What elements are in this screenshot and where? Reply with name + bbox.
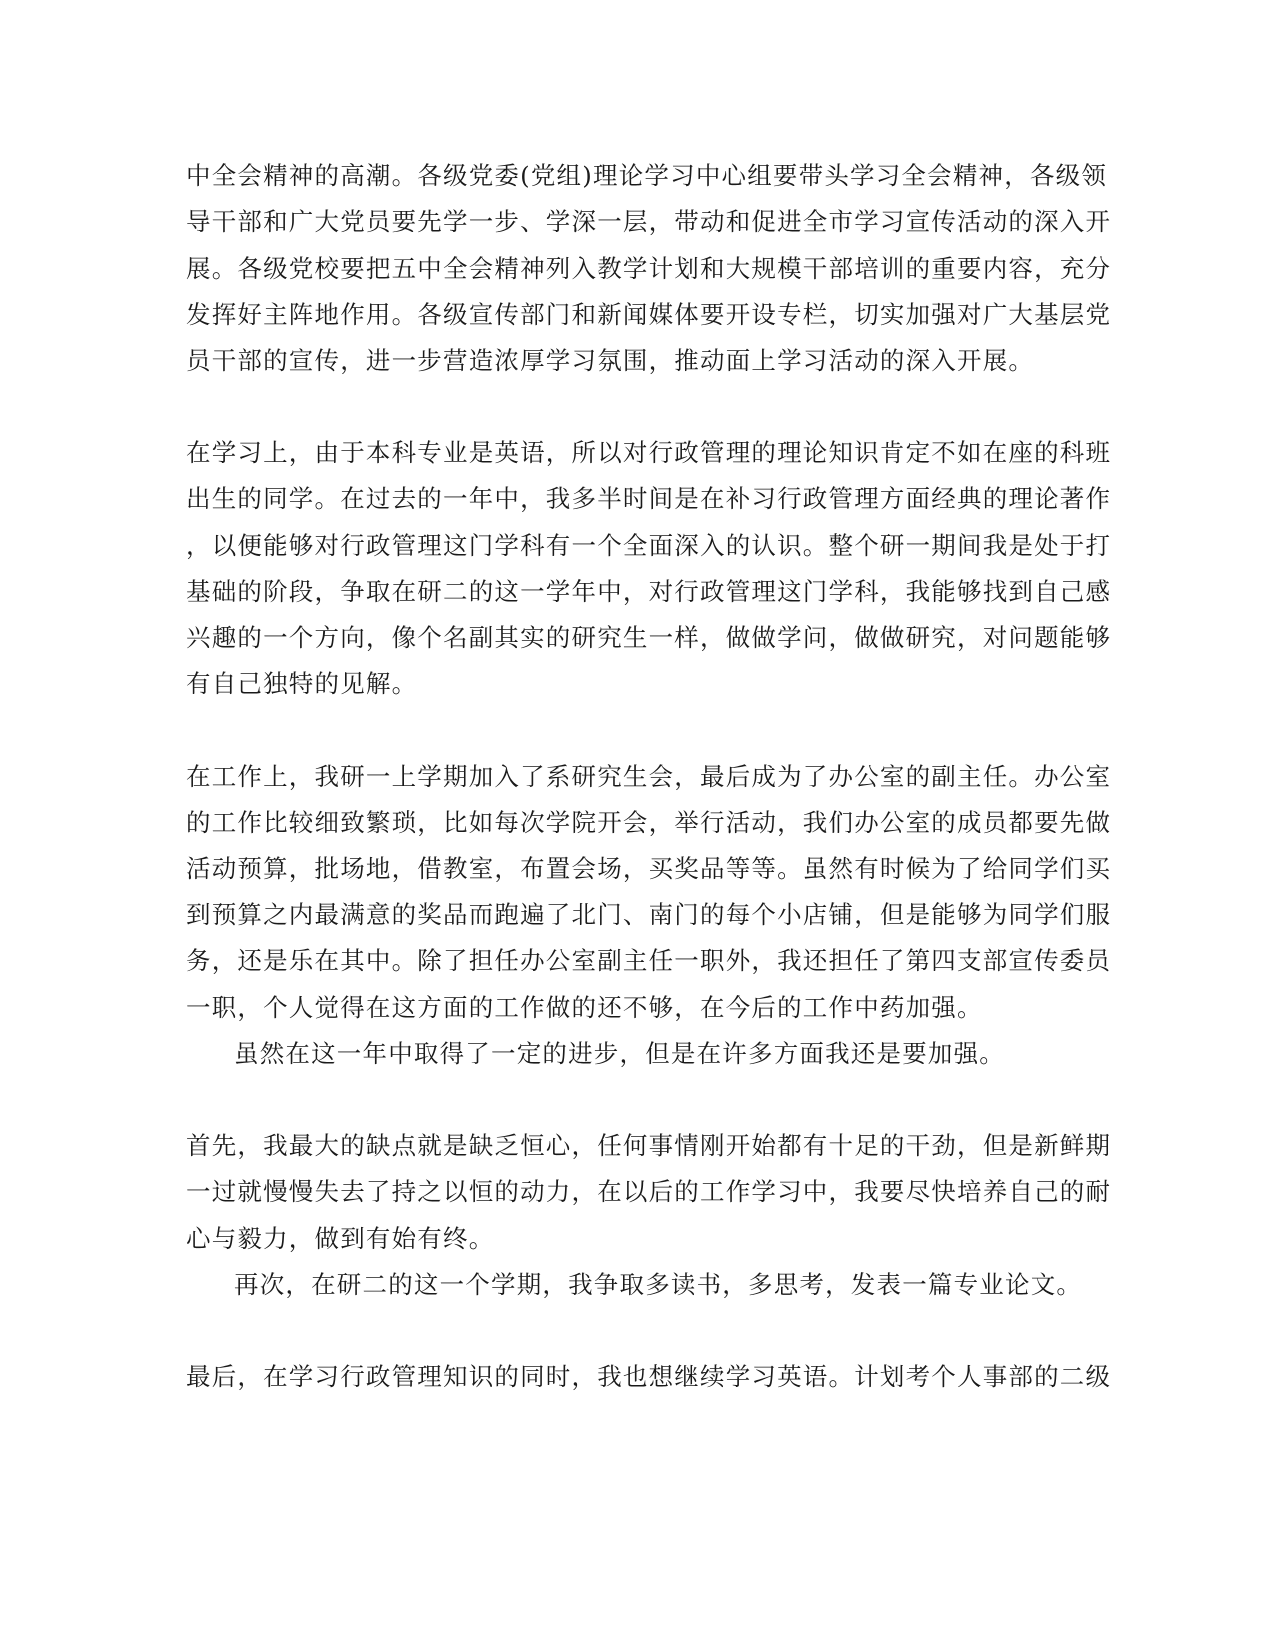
text-line: 的工作比较细致繁琐，比如每次学院开会，举行活动，我们办公室的成员都要先做	[186, 808, 1112, 837]
text-line: 兴趣的一个方向，像个名副其实的研究生一样，做做学问，做做研究，对问题能够	[186, 623, 1112, 652]
text-line: 活动预算，批场地，借教室，布置会场，买奖品等等。虽然有时候为了给同学们买	[186, 854, 1112, 883]
text-line: 首先，我最大的缺点就是缺乏恒心，任何事情刚开始都有十足的干劲，但是新鲜期	[186, 1131, 1112, 1160]
text-line: 最后，在学习行政管理知识的同时，我也想继续学习英语。计划考个人事部的二级	[186, 1362, 1112, 1391]
indented-text-line: 再次，在研二的这一个学期，我争取多读书，多思考，发表一篇专业论文。	[234, 1270, 1083, 1299]
indented-text-line: 虽然在这一年中取得了一定的进步，但是在许多方面我还是要加强。	[234, 1039, 1005, 1068]
text-line: 基础的阶段，争取在研二的这一学年中，对行政管理这门学科，我能够找到自己感	[186, 577, 1112, 606]
text-line: 一过就慢慢失去了持之以恒的动力，在以后的工作学习中，我要尽快培养自己的耐	[186, 1177, 1112, 1206]
text-line: 心与毅力，做到有始有终。	[186, 1224, 495, 1253]
text-line: 出生的同学。在过去的一年中，我多半时间是在补习行政管理方面经典的理论著作	[186, 484, 1112, 513]
text-line: 发挥好主阵地作用。各级宣传部门和新闻媒体要开设专栏，切实加强对广大基层党	[186, 300, 1112, 329]
text-line: 中全会精神的高潮。各级党委(党组)理论学习中心组要带头学习全会精神，各级领	[186, 161, 1108, 190]
text-line: 一职，个人觉得在这方面的工作做的还不够，在今后的工作中药加强。	[186, 993, 983, 1022]
text-line: 在工作上，我研一上学期加入了系研究生会，最后成为了办公室的副主任。办公室	[186, 762, 1112, 791]
text-line: ，以便能够对行政管理这门学科有一个全面深入的认识。整个研一期间我是处于打	[186, 531, 1112, 560]
text-line: 有自己独特的见解。	[186, 669, 418, 698]
text-line: 导干部和广大党员要先学一步、学深一层，带动和促进全市学习宣传活动的深入开	[186, 207, 1112, 236]
text-line: 务，还是乐在其中。除了担任办公室副主任一职外，我还担任了第四支部宣传委员	[186, 946, 1112, 975]
text-line: 到预算之内最满意的奖品而跑遍了北门、南门的每个小店铺，但是能够为同学们服	[186, 900, 1112, 929]
text-line: 展。各级党校要把五中全会精神列入教学计划和大规模干部培训的重要内容，充分	[186, 254, 1112, 283]
text-line: 员干部的宣传，进一步营造浓厚学习氛围，推动面上学习活动的深入开展。	[186, 346, 1035, 375]
text-line: 在学习上，由于本科专业是英语，所以对行政管理的理论知识肯定不如在座的科班	[186, 438, 1112, 467]
